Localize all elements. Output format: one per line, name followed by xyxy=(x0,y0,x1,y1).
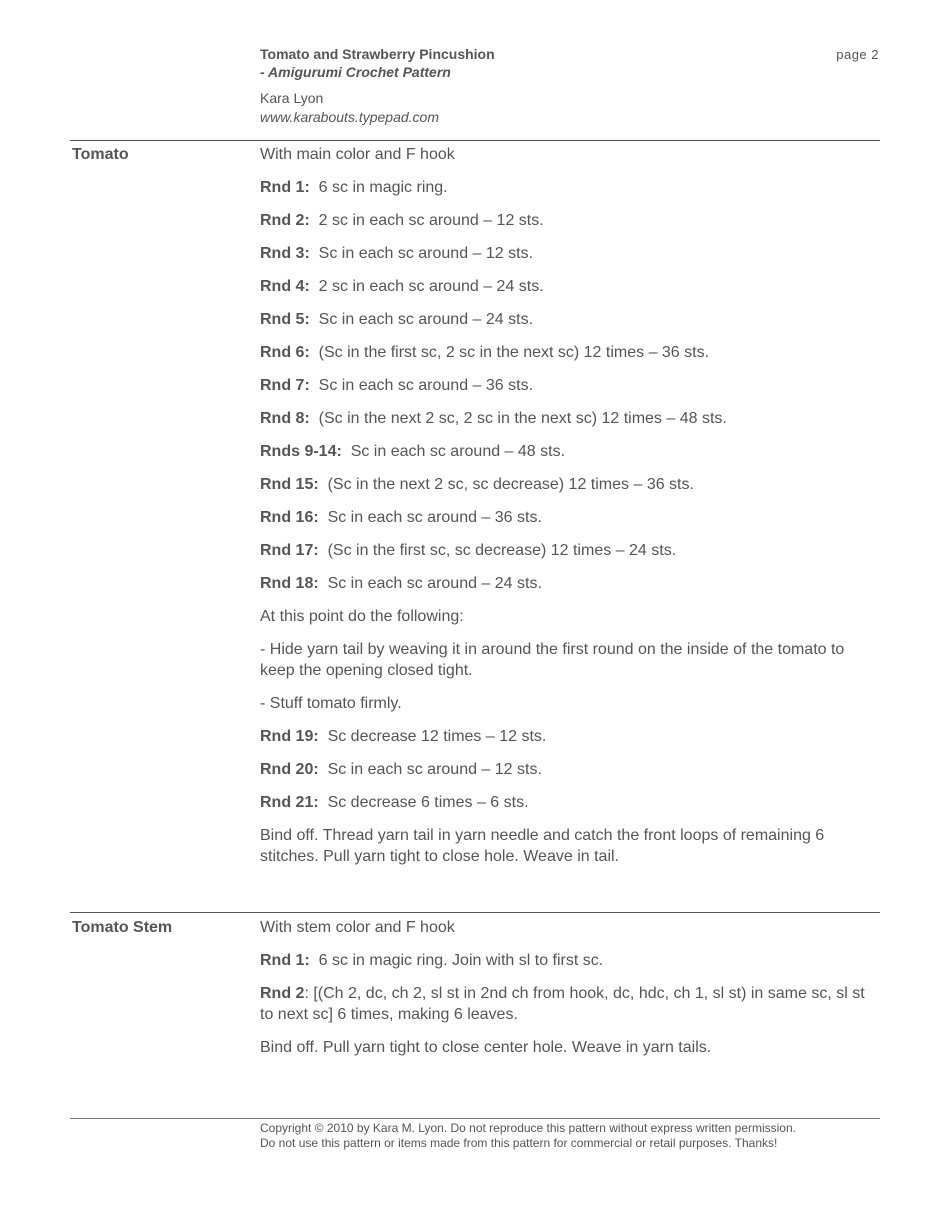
round-label: Rnd 4: xyxy=(260,278,310,295)
round-text: Sc in each sc around – 24 sts. xyxy=(327,575,542,592)
round-label: Rnd 16: xyxy=(260,509,319,526)
tomato-intro: With main color and F hook xyxy=(260,146,455,163)
note-item: - Hide yarn tail by weaving it in around the first round on the inside of the tomato to keep the opening closed tight. xyxy=(260,641,845,679)
round-text: (Sc in the next 2 sc, 2 sc in the next sc) 12 times – 48 sts. xyxy=(318,410,727,427)
document-header xyxy=(260,45,880,127)
round-text: 2 sc in each sc around – 24 sts. xyxy=(318,278,544,295)
note-item: - Stuff tomato firmly. xyxy=(260,695,402,712)
round-text: (Sc in the first sc, 2 sc in the next sc) 12 times – 36 sts. xyxy=(318,344,710,361)
finish-instruction: Bind off. Pull yarn tight to close center hole. Weave in yarn tails. xyxy=(260,1039,712,1056)
round-text: Sc in each sc around – 36 sts. xyxy=(327,509,542,526)
section-label-stem: Tomato Stem xyxy=(72,919,173,936)
document-title: Tomato and Strawberry Pincushion xyxy=(260,46,495,62)
page-number: page 2 xyxy=(836,47,879,62)
round-label: Rnd 2 xyxy=(260,985,305,1002)
round-text: (Sc in the first sc, sc decrease) 12 times – 24 sts. xyxy=(327,542,677,559)
round-text: Sc in each sc around – 12 sts. xyxy=(327,761,542,778)
round-text: Sc in each sc around – 12 sts. xyxy=(318,245,534,262)
round-text: Sc in each sc around – 36 sts. xyxy=(318,377,534,394)
round-instruction xyxy=(260,408,880,429)
author-name: Kara Lyon xyxy=(260,90,324,106)
usage-line: Do not use this pattern or items made from this pattern for commercial or retail purposes. Thanks! xyxy=(260,1136,778,1150)
round-label: Rnds 9-14: xyxy=(260,443,342,460)
round-label: Rnd 5: xyxy=(260,311,310,328)
section-body-stem xyxy=(260,917,880,1070)
round-text: Sc in each sc around – 48 sts. xyxy=(350,443,566,460)
round-label: Rnd 1: xyxy=(260,179,310,196)
note-heading: At this point do the following: xyxy=(260,608,464,625)
round-instruction xyxy=(260,243,880,264)
round-instruction xyxy=(260,276,880,297)
header-divider xyxy=(70,140,880,141)
round-instruction xyxy=(260,792,880,813)
finish-instruction: Bind off. Thread yarn tail in yarn needle and catch the front loops of remaining 6 stitches. Pull yarn tight to close hole. Weave in tail. xyxy=(260,827,825,865)
round-text: 6 sc in magic ring. xyxy=(318,179,448,196)
round-instruction xyxy=(260,950,880,971)
round-instruction xyxy=(260,726,880,747)
round-instruction xyxy=(260,474,880,495)
round-instruction xyxy=(260,210,880,231)
round-label: Rnd 2: xyxy=(260,212,310,229)
round-text: 2 sc in each sc around – 12 sts. xyxy=(318,212,544,229)
round-label: Rnd 17: xyxy=(260,542,319,559)
round-text: Sc decrease 12 times – 12 sts. xyxy=(327,728,547,745)
round-instruction xyxy=(260,507,880,528)
round-instruction xyxy=(260,759,880,780)
footer-divider xyxy=(70,1118,880,1119)
round-label: Rnd 20: xyxy=(260,761,319,778)
round-instruction xyxy=(260,177,880,198)
copyright-footer xyxy=(260,1121,880,1151)
round-text: (Sc in the next 2 sc, sc decrease) 12 times – 36 sts. xyxy=(327,476,694,493)
round-instruction xyxy=(260,983,880,1025)
round-label: Rnd 7: xyxy=(260,377,310,394)
round-label: Rnd 19: xyxy=(260,728,319,745)
round-label: Rnd 21: xyxy=(260,794,319,811)
round-instruction xyxy=(260,309,880,330)
round-instruction xyxy=(260,573,880,594)
document-subtitle: - Amigurumi Crochet Pattern xyxy=(260,64,451,80)
round-text: 6 sc in magic ring. Join with sl to first sc. xyxy=(318,952,604,969)
round-instruction xyxy=(260,375,880,396)
round-label: Rnd 18: xyxy=(260,575,319,592)
round-text: Sc decrease 6 times – 6 sts. xyxy=(327,794,529,811)
round-instruction xyxy=(260,540,880,561)
round-label: Rnd 15: xyxy=(260,476,319,493)
round-label: Rnd 8: xyxy=(260,410,310,427)
section-label-tomato: Tomato xyxy=(72,146,129,163)
round-label: Rnd 3: xyxy=(260,245,310,262)
copyright-line: Copyright © 2010 by Kara M. Lyon. Do not reproduce this pattern without express written permission. xyxy=(260,1121,796,1135)
round-label: Rnd 6: xyxy=(260,344,310,361)
round-label: Rnd 1: xyxy=(260,952,310,969)
round-text: Sc in each sc around – 24 sts. xyxy=(318,311,534,328)
round-text: : [(Ch 2, dc, ch 2, sl st in 2nd ch from hook, dc, hdc, ch 1, sl st) in same sc, sl st to next sc] 6 times, making 6 leaves. xyxy=(260,985,865,1023)
stem-intro: With stem color and F hook xyxy=(260,919,455,936)
section-body-tomato xyxy=(260,144,880,879)
round-instruction xyxy=(260,441,880,462)
section-divider xyxy=(70,912,880,913)
round-instruction xyxy=(260,342,880,363)
author-website: www.karabouts.typepad.com xyxy=(260,109,439,125)
